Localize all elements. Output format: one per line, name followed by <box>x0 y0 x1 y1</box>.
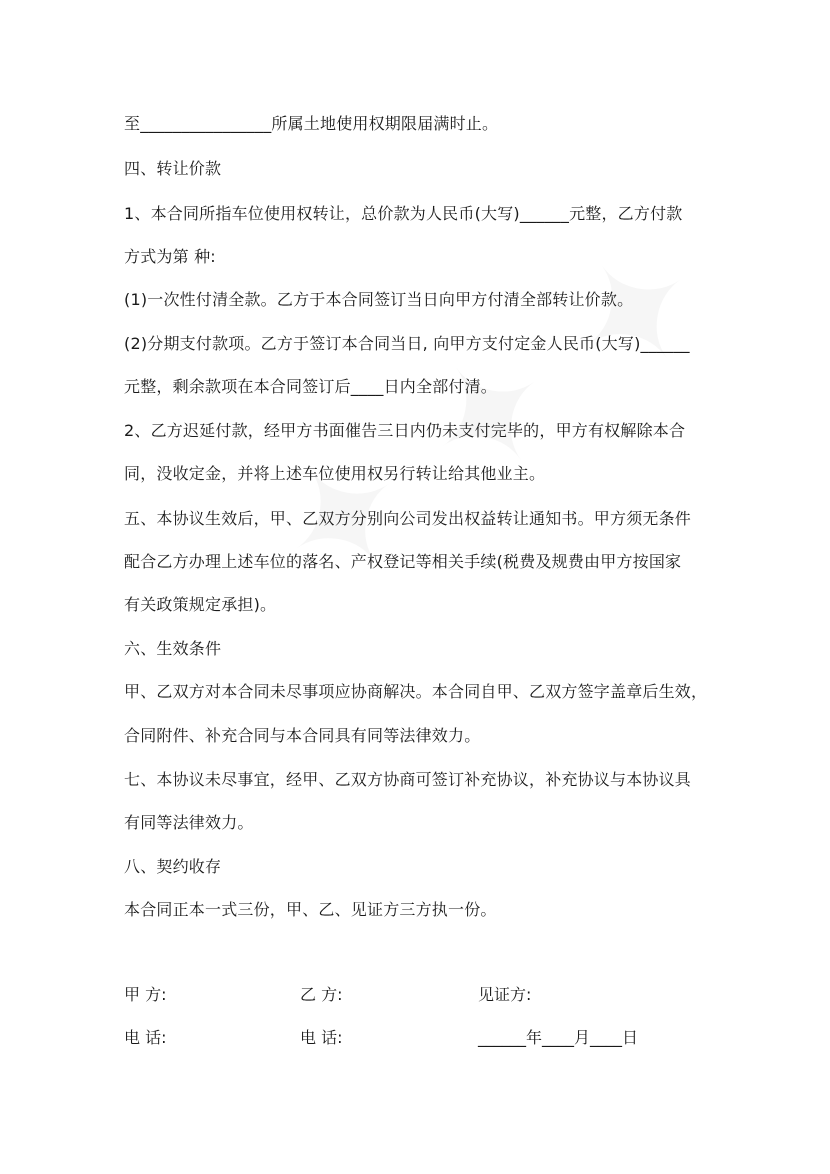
text-line: 1、本合同所指车位使用权转让，总价款为人民币(大写)______元整，乙方付款 <box>124 204 683 223</box>
date-field: ______年____月____日 <box>478 1028 639 1047</box>
text-line: 有同等法律效力。 <box>124 813 254 832</box>
witness-label: 见证方: <box>478 985 532 1004</box>
section-heading: 四、转让价款 <box>124 159 222 178</box>
text-line: 合同附件、补充合同与本合同具有同等法律效力。 <box>124 726 481 745</box>
phone-a-label: 电 话: <box>124 1028 167 1047</box>
text-line: 配合乙方办理上述车位的落名、产权登记等相关手续(税费及规费由甲方按国家 <box>124 552 682 571</box>
text-line: 五、本协议生效后，甲、乙双方分别向公司发出权益转让通知书。甲方须无条件 <box>124 509 692 528</box>
text-line: 元整，剩余款项在本合同签订后____日内全部付清。 <box>124 377 498 396</box>
section-heading: 六、生效条件 <box>124 639 222 658</box>
text-line: 七、本协议未尽事宜，经甲、乙双方协商可签订补充协议，补充协议与本协议具 <box>124 770 692 789</box>
text-line: 同，没收定金，并将上述车位使用权另行转让给其他业主。 <box>124 464 546 483</box>
party-a-label: 甲 方: <box>124 985 167 1004</box>
party-b-label: 乙 方: <box>300 985 343 1004</box>
phone-b-label: 电 话: <box>300 1028 343 1047</box>
text-line: 至________________所属土地使用权期限届满时止。 <box>124 114 499 133</box>
text-line: 甲、乙双方对本合同未尽事项应协商解决。本合同自甲、乙双方签字盖章后生效， <box>124 682 708 701</box>
text-line: 有关政策规定承担)。 <box>124 595 277 614</box>
text-line: 2、乙方迟延付款，经甲方书面催告三日内仍未支付完毕的，甲方有权解除本合 <box>124 421 686 440</box>
text-line: 方式为第 种: <box>124 247 216 266</box>
text-line: (2)分期支付款项。乙方于签订本合同当日, 向甲方支付定金人民币(大写)______ <box>124 334 690 353</box>
section-heading: 八、契约收存 <box>124 857 222 876</box>
text-line: (1)一次性付清全款。乙方于本合同签订当日向甲方付清全部转让价款。 <box>124 290 634 309</box>
text-line: 本合同正本一式三份，甲、乙、见证方三方执一份。 <box>124 900 497 919</box>
